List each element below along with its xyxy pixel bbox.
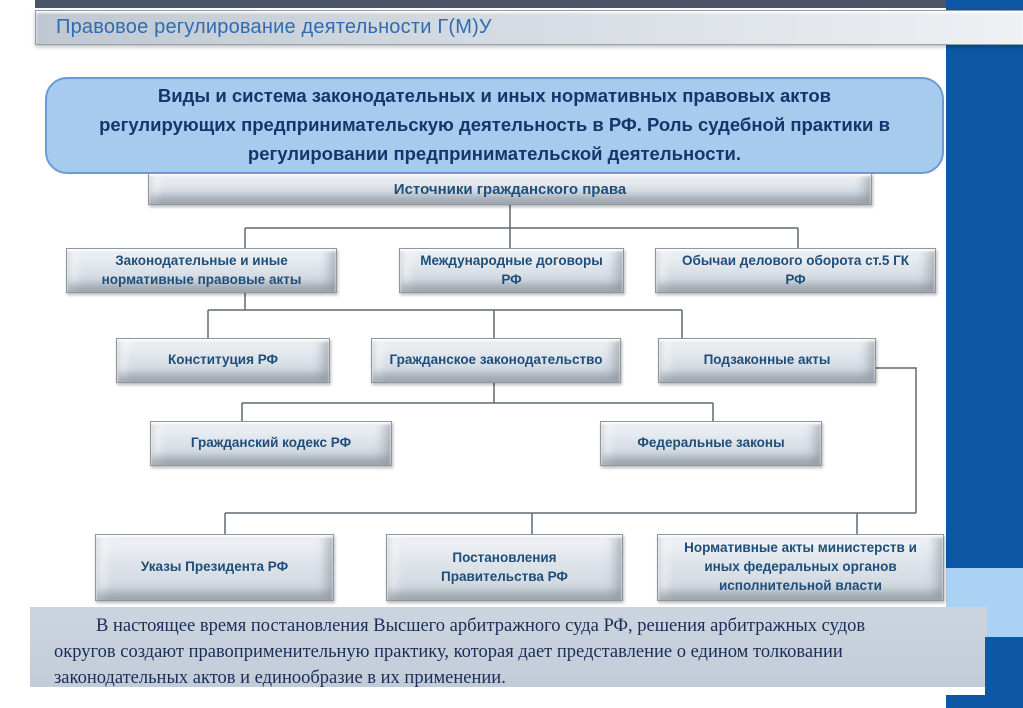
node-civil-legislation bbox=[371, 338, 621, 383]
node-government-resolutions bbox=[386, 534, 623, 601]
node-ministry-acts-label: Нормативные акты министерств и иных федеральных органов исполнительной власти bbox=[684, 540, 917, 593]
node-president-decrees bbox=[95, 534, 334, 601]
node-civil-code-label: Гражданский кодекс РФ bbox=[190, 435, 352, 451]
footer-band bbox=[30, 607, 987, 687]
bottom-right-darkblue-strip bbox=[946, 695, 1023, 708]
node-bylaws-label: Подзаконные акты bbox=[703, 352, 831, 368]
node-legislative-acts bbox=[66, 248, 337, 293]
slide-title: Правовое регулирование деятельности Г(М)У bbox=[56, 16, 492, 38]
node-bylaws bbox=[658, 338, 876, 383]
header-line-1: Виды и система законодательных и иных нормативных правовых актов bbox=[157, 85, 832, 107]
header-line-3: регулировании предпринимательской деятельности. bbox=[247, 142, 742, 164]
footer-line-1: В настоящее время постановления Высшего арбитражного суда РФ, решения арбитражных судов bbox=[96, 616, 866, 636]
header-line-2: регулирующих предпринимательскую деятельность в РФ. Роль судебной практики в bbox=[99, 114, 890, 136]
node-business-customs bbox=[655, 248, 936, 293]
node-federal-laws bbox=[600, 421, 822, 466]
footer-line-2: округов создают правоприменительную практику, которая дает представление о едином толковании bbox=[54, 642, 843, 662]
node-constitution bbox=[116, 338, 330, 383]
footer-line-3: законодательных актов и единообразие в их применении. bbox=[54, 668, 506, 688]
node-business-customs-label: Обычаи делового оборота ст.5 ГК РФ bbox=[682, 252, 909, 287]
node-legislative-acts-label: Законодательные и иные нормативные правовые акты bbox=[101, 252, 302, 287]
node-root-label: Источники гражданского права bbox=[393, 180, 627, 198]
node-international-treaties bbox=[399, 248, 624, 293]
node-federal-laws-label: Федеральные законы bbox=[637, 435, 785, 451]
node-international-treaties-label: Международные договоры РФ bbox=[420, 252, 603, 287]
node-ministry-acts bbox=[657, 534, 944, 601]
slide-title-bar bbox=[35, 10, 1023, 45]
node-root bbox=[148, 173, 872, 205]
node-civil-legislation-label: Гражданское законодательство bbox=[389, 352, 603, 368]
node-president-decrees-label: Указы Президента РФ bbox=[140, 559, 289, 575]
node-civil-code bbox=[150, 421, 392, 466]
node-constitution-label: Конституция РФ bbox=[167, 352, 279, 368]
header-box bbox=[45, 77, 944, 174]
node-government-resolutions-label: Постановления Правительства РФ bbox=[441, 549, 568, 584]
